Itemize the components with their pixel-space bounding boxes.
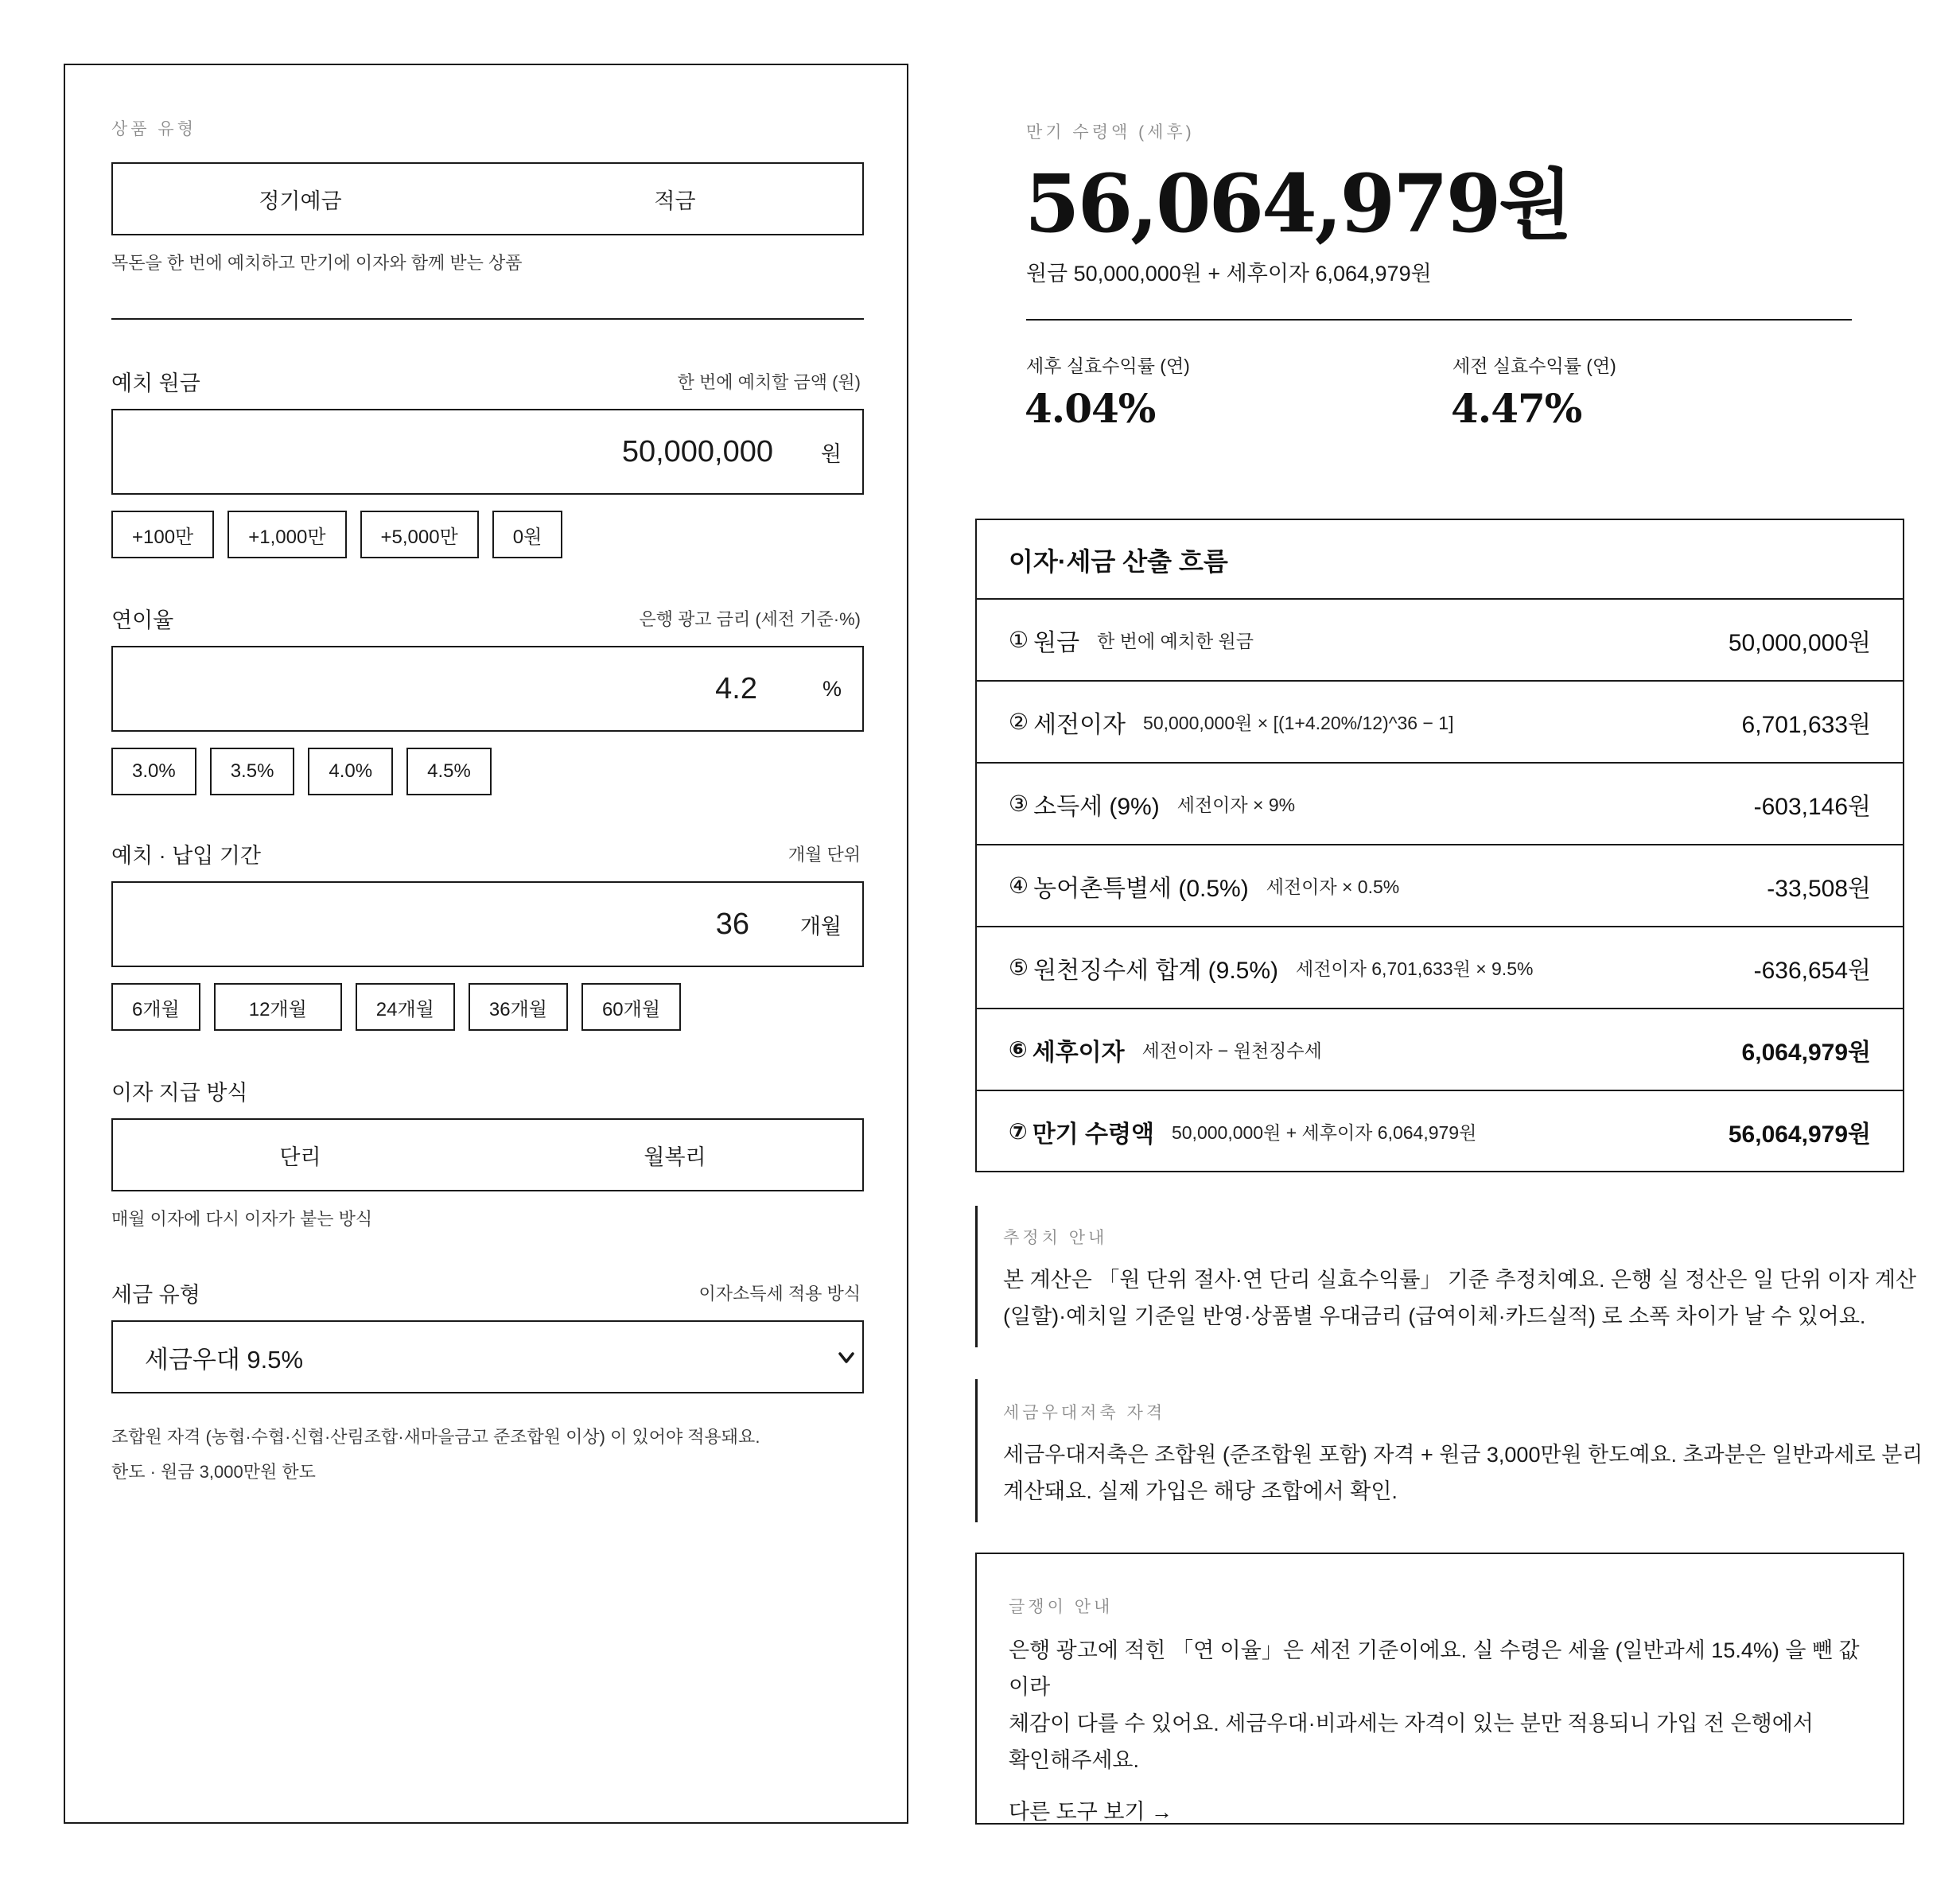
flow-row-pretax-interest bbox=[977, 680, 1903, 762]
rate-unit: % bbox=[822, 676, 842, 701]
tax-eligibility-title: 세금우대저축 자격 bbox=[1003, 1404, 1166, 1422]
chip-add-10m[interactable]: +1,000만 bbox=[228, 511, 346, 558]
flow-row-amount: -33,508원 bbox=[1767, 875, 1871, 902]
chip-rate-4-0[interactable]: 4.0% bbox=[308, 748, 393, 795]
option-installment-savings[interactable]: 적금 bbox=[654, 188, 696, 213]
flow-row-number: ⑥ bbox=[1009, 1037, 1028, 1062]
maturity-amount-currency: 원 bbox=[1499, 161, 1573, 250]
rate-label: 연이율 bbox=[111, 608, 174, 632]
writer-guide-line-2: 체감이 다를 수 있어요. 세금우대·비과세는 자격이 있는 분만 적용되니 가입 전 은행에서 bbox=[1009, 1712, 1814, 1735]
chip-add-50m[interactable]: +5,000만 bbox=[360, 511, 479, 558]
flow-row-desc: 세전이자 − 원천징수세 bbox=[1141, 1040, 1322, 1061]
result-divider bbox=[1026, 319, 1852, 321]
flow-row-name: 원천징수세 합계 (9.5%) bbox=[1033, 957, 1278, 984]
principal-unit: 원 bbox=[820, 441, 842, 466]
writer-guide-title: 글쟁이 안내 bbox=[1009, 1598, 1114, 1616]
principal-hint: 한 번에 예치할 금액 (원) bbox=[677, 372, 861, 392]
interest-method-helper: 매월 이자에 다시 이자가 붙는 방식 bbox=[111, 1209, 373, 1229]
flow-row-desc: 세전이자 × 0.5% bbox=[1266, 876, 1400, 897]
period-hint: 개월 단위 bbox=[788, 845, 861, 865]
writer-guide-box bbox=[975, 1553, 1904, 1825]
before-tax-yield-value: 4.47% bbox=[1451, 385, 1582, 432]
after-tax-yield-label: 세후 실효수익률 (연) bbox=[1026, 356, 1190, 376]
period-unit: 개월 bbox=[799, 914, 842, 939]
result-eyebrow: 만기 수령액 (세후) bbox=[1026, 123, 1195, 142]
flow-row-desc: 50,000,000원 + 세후이자 6,064,979원 bbox=[1171, 1122, 1477, 1143]
flow-row-maturity-amount bbox=[977, 1090, 1903, 1172]
after-tax-yield-value: 4.04% bbox=[1025, 385, 1156, 432]
period-input[interactable] bbox=[129, 883, 749, 966]
maturity-breakdown: 원금 50,000,000원 + 세후이자 6,064,979원 bbox=[1026, 262, 1432, 286]
chip-period-12[interactable]: 12개월 bbox=[214, 983, 342, 1031]
calculator-form bbox=[64, 64, 908, 1824]
product-type-helper: 목돈을 한 번에 예치하고 만기에 이자와 함께 받는 상품 bbox=[111, 253, 523, 273]
product-type-toggle bbox=[111, 162, 864, 235]
estimate-notice bbox=[975, 1206, 1916, 1347]
flow-row-amount: 56,064,979원 bbox=[1728, 1121, 1871, 1148]
interest-method-toggle bbox=[111, 1118, 864, 1191]
flow-row-desc: 세전이자 × 9% bbox=[1176, 795, 1296, 815]
flow-row-rural-tax bbox=[977, 844, 1903, 926]
tax-type-selected: 세금우대 9.5% bbox=[145, 1345, 304, 1374]
rate-hint: 은행 광고 금리 (세전 기준·%) bbox=[639, 609, 861, 629]
estimate-notice-line-1: 본 계산은 「원 단위 절사·연 단리 실효수익률」 기준 추정치예요. 은행 실 정산은 일 단위 이자 계산 bbox=[1003, 1268, 1917, 1292]
chip-period-6[interactable]: 6개월 bbox=[111, 983, 200, 1031]
option-term-deposit[interactable]: 정기예금 bbox=[259, 188, 342, 213]
flow-row-name: 만기 수령액 bbox=[1032, 1121, 1154, 1148]
estimate-notice-title: 추정치 안내 bbox=[1003, 1229, 1108, 1247]
principal-input[interactable] bbox=[129, 410, 773, 493]
rate-quick-chips bbox=[111, 748, 492, 795]
writer-guide-line-3: 확인해주세요. bbox=[1009, 1748, 1139, 1772]
flow-row-number: ⑦ bbox=[1009, 1119, 1028, 1144]
flow-row-number: ⑤ bbox=[1009, 955, 1029, 980]
tax-type-hint: 이자소득세 적용 방식 bbox=[698, 1284, 861, 1304]
calculation-flow-table bbox=[975, 519, 1904, 1172]
tax-type-helper-2: 한도 · 원금 3,000만원 한도 bbox=[111, 1462, 316, 1482]
tax-type-label: 세금 유형 bbox=[111, 1283, 200, 1307]
interest-method-label: 이자 지급 방식 bbox=[111, 1081, 248, 1105]
tax-type-helper-1: 조합원 자격 (농협·수협·신협·산림조합·새마을금고 준조합원 이상) 이 있어야 적용돼요. bbox=[111, 1427, 760, 1447]
flow-row-name: 소득세 (9%) bbox=[1033, 793, 1160, 820]
flow-row-desc: 50,000,000원 × [(1+4.20%/12)^36 − 1] bbox=[1143, 713, 1454, 733]
flow-row-name: 농어촌특별세 (0.5%) bbox=[1033, 875, 1249, 902]
tax-eligibility-line-1: 세금우대저축은 조합원 (준조합원 포함) 자격 + 원금 3,000만원 한도예요. 초과분은 일반과세로 분리 bbox=[1003, 1443, 1923, 1467]
flow-row-after-tax-interest bbox=[977, 1008, 1903, 1090]
more-tools-link[interactable]: 다른 도구 보기 → bbox=[1009, 1800, 1172, 1824]
option-monthly-compound[interactable]: 월복리 bbox=[644, 1145, 706, 1169]
period-field bbox=[111, 881, 864, 967]
estimate-notice-line-2: (일할)·예치일 기준일 반영·상품별 우대금리 (급여이체·카드실적) 로 소폭 차이가 날 수 있어요. bbox=[1003, 1304, 1866, 1328]
flow-row-amount: 6,701,633원 bbox=[1741, 711, 1871, 738]
chip-rate-3-5[interactable]: 3.5% bbox=[210, 748, 295, 795]
chevron-down-icon bbox=[835, 1346, 858, 1370]
flow-row-name: 세전이자 bbox=[1033, 711, 1126, 738]
section-divider bbox=[111, 318, 864, 320]
flow-row-name: 원금 bbox=[1033, 629, 1080, 656]
flow-row-desc: 한 번에 예치한 원금 bbox=[1097, 631, 1254, 651]
flow-row-income-tax bbox=[977, 762, 1903, 844]
principal-field bbox=[111, 409, 864, 495]
chip-period-36[interactable]: 36개월 bbox=[469, 983, 568, 1031]
period-label: 예치 · 납입 기간 bbox=[111, 844, 261, 868]
flow-row-withholding-total bbox=[977, 926, 1903, 1008]
flow-row-amount: 6,064,979원 bbox=[1741, 1039, 1871, 1066]
flow-row-number: ④ bbox=[1009, 873, 1029, 898]
principal-label: 예치 원금 bbox=[111, 371, 200, 395]
chip-rate-4-5[interactable]: 4.5% bbox=[406, 748, 492, 795]
tax-eligibility-notice bbox=[975, 1379, 1923, 1522]
principal-quick-chips bbox=[111, 511, 562, 558]
flow-row-principal bbox=[977, 598, 1903, 680]
before-tax-yield-label: 세전 실효수익률 (연) bbox=[1452, 356, 1616, 376]
chip-period-24[interactable]: 24개월 bbox=[356, 983, 455, 1031]
flow-row-name: 세후이자 bbox=[1032, 1039, 1125, 1066]
flow-title: 이자·세금 산출 흐름 bbox=[1009, 547, 1228, 576]
tax-type-select[interactable] bbox=[111, 1320, 864, 1393]
option-simple-interest[interactable]: 단리 bbox=[279, 1145, 321, 1169]
flow-row-amount: -603,146원 bbox=[1753, 793, 1871, 820]
flow-row-amount: -636,654원 bbox=[1753, 957, 1871, 984]
flow-row-number: ② bbox=[1009, 709, 1029, 734]
period-quick-chips bbox=[111, 983, 681, 1031]
writer-guide-line-1: 은행 광고에 적힌 「연 이율」은 세전 기준이에요. 실 수령은 세율 (일반과세 15.4%) 을 뺀 값이라 bbox=[1009, 1638, 1860, 1699]
rate-field bbox=[111, 646, 864, 732]
product-type-label: 상품 유형 bbox=[111, 120, 196, 138]
rate-input[interactable] bbox=[129, 647, 757, 730]
flow-row-number: ① bbox=[1009, 628, 1029, 652]
chip-period-60[interactable]: 60개월 bbox=[581, 983, 681, 1031]
flow-row-number: ③ bbox=[1009, 791, 1029, 816]
tax-eligibility-line-2: 계산돼요. 실제 가입은 해당 조합에서 확인. bbox=[1003, 1479, 1398, 1503]
flow-row-amount: 50,000,000원 bbox=[1728, 629, 1871, 656]
chip-rate-3-0[interactable]: 3.0% bbox=[111, 748, 196, 795]
maturity-amount-value: 56,064,979 bbox=[1025, 157, 1499, 251]
chip-add-1m[interactable]: +100만 bbox=[111, 511, 214, 558]
maturity-amount bbox=[1025, 145, 1573, 254]
chip-reset-zero[interactable]: 0원 bbox=[492, 511, 563, 558]
flow-row-desc: 세전이자 6,701,633원 × 9.5% bbox=[1296, 958, 1534, 979]
